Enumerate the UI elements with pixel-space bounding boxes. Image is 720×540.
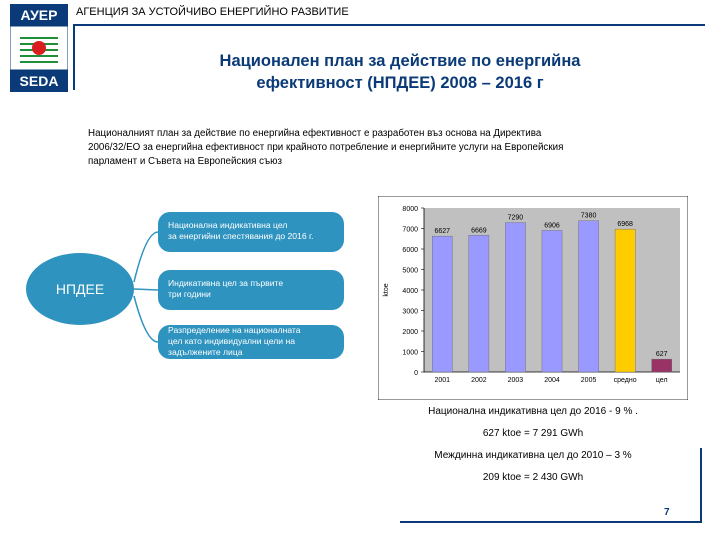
intro-line-3: парламент и Съвета на Европейския съюз (88, 156, 282, 167)
agency-name: АГЕНЦИЯ ЗА УСТОЙЧИВО ЕНЕРГИЙНО РАЗВИТИЕ (76, 6, 349, 18)
title-line-2: ефективност (НПДЕЕ) 2008 – 2016 г (256, 74, 544, 92)
node-distribution (158, 325, 344, 359)
bar-value-label: 6669 (471, 227, 487, 235)
hub-label: НПДЕЕ (55, 281, 105, 297)
node-3-line-2: цел като индивидуални цели на (168, 336, 295, 346)
node-3-line-1: Разпределение на националната (168, 325, 301, 335)
y-tick-label: 0 (414, 370, 418, 377)
note-line-3: Междинна индикативна цел до 2010 – 3 % (434, 450, 632, 461)
node-2-line-1: Индикативна цел за първите (168, 278, 284, 288)
intro-line-1: Националният план за действие по енергийна ефективност е разработен въз основа на Директива (88, 128, 542, 139)
x-tick-label: 2001 (434, 377, 451, 384)
bar-value-label: 6906 (544, 222, 560, 230)
bar-цел (652, 359, 672, 372)
bar-2005 (579, 221, 599, 372)
logo-top-text: АУЕР (20, 7, 58, 23)
note-line-2: 627 ktoe = 7 291 GWh (482, 428, 584, 439)
logo-bottom-text: SEDA (19, 73, 59, 89)
bar-2002 (469, 235, 489, 372)
note-line-1: Национална индикативна цел до 2016 - 9 % . (428, 406, 638, 417)
node-2-line-2: три години (168, 289, 211, 299)
energy-bar-chart (378, 196, 688, 400)
y-tick-label: 2000 (402, 329, 418, 336)
node-3-line-3: задължените лица (168, 347, 243, 357)
y-tick-label: 4000 (402, 288, 418, 295)
bar-value-label: 6627 (434, 228, 451, 236)
y-tick-label: 8000 (402, 206, 418, 213)
x-tick-label: средно (613, 377, 637, 384)
x-tick-label: 2003 (507, 377, 524, 384)
bar-2003 (505, 223, 525, 372)
bar-value-label: 7380 (580, 212, 597, 220)
y-axis-label: ktoe (383, 283, 390, 297)
bar-2001 (432, 236, 452, 372)
x-tick-label: 2004 (544, 377, 560, 384)
node-first-three-years (158, 270, 344, 310)
title-line-1: Национален план за действие по енергийна (219, 52, 581, 70)
y-tick-label: 3000 (402, 308, 418, 316)
x-tick-label: 2002 (471, 377, 487, 384)
page-number: 7 (664, 507, 670, 518)
footer-divider-horizontal (400, 521, 702, 523)
y-tick-label: 6000 (402, 247, 418, 254)
node-1-line-1: Национална индикативна цел (168, 220, 288, 230)
bar-2004 (542, 230, 562, 372)
bar-value-label: 627 (655, 351, 668, 359)
node-national-target (158, 212, 344, 252)
y-tick-label: 7000 (402, 226, 418, 234)
bar-средно (615, 229, 635, 372)
intro-line-2: 2006/32/ЕО за енергийна ефективност при крайното потребление и енергийните услуги на Европейския (88, 142, 564, 153)
note-line-4: 209 ktoe = 2 430 GWh (482, 472, 584, 483)
bar-value-label: 6968 (617, 221, 633, 229)
npdee-hub (26, 253, 134, 325)
bar-value-label: 7290 (507, 214, 524, 222)
x-tick-label: 2005 (580, 377, 597, 384)
y-tick-label: 1000 (402, 349, 418, 357)
node-1-line-2: за енергийни спестявания до 2016 г. (168, 231, 314, 241)
y-tick-label: 5000 (402, 267, 418, 275)
x-tick-label: цел (655, 377, 668, 384)
footer-divider-vertical (700, 448, 702, 522)
